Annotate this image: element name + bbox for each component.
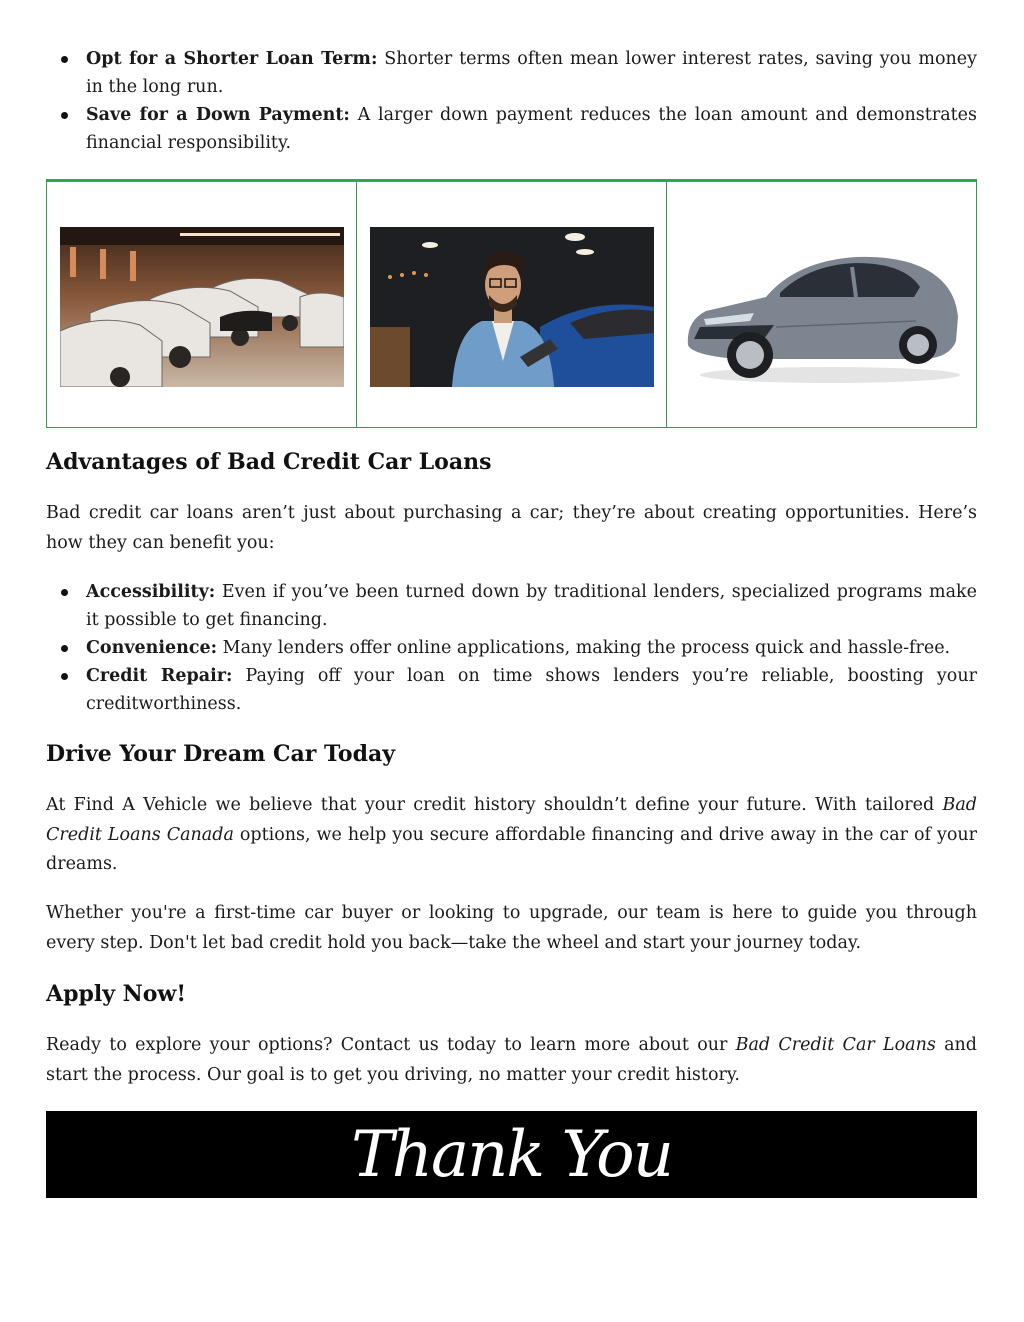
list-item: Opt for a Shorter Loan Term: Shorter terms often mean lower interest rates, saving you money in the long run. — [46, 45, 977, 101]
dealer-with-tablet-photo — [370, 227, 654, 387]
list-item: Convenience: Many lenders offer online applications, making the process quick and hassle-free. — [46, 634, 977, 662]
list-item: Accessibility: Even if you’ve been turned down by traditional lenders, specialized programs make it possible to get financing. — [46, 578, 977, 634]
apply-heading: Apply Now! — [46, 981, 187, 1007]
grey-sedan-photo — [680, 227, 964, 387]
gallery-cell — [47, 182, 357, 427]
thank-you-text: Thank You — [351, 1117, 672, 1192]
thank-you-banner — [46, 1111, 977, 1198]
dream-paragraph-1: At Find A Vehicle we believe that your credit history shouldn’t define your future. With tailored Bad Credit Loans Canada options, we help you secure affordable financing and drive away in the car of your dreams. — [46, 795, 977, 874]
list-item: Credit Repair: Paying off your loan on time shows lenders you’re reliable, boosting your creditworthiness. — [46, 662, 977, 718]
list-item: Save for a Down Payment: A larger down payment reduces the loan amount and demonstrates financial responsibility. — [46, 101, 977, 157]
gallery-cell — [357, 182, 667, 427]
advantages-heading: Advantages of Bad Credit Car Loans — [46, 449, 492, 475]
advantages-list — [46, 578, 977, 718]
dream-paragraph-2: Whether you're a first-time car buyer or looking to upgrade, our team is here to guide you through every step. Don't let bad credit hold you back—take the wheel and start your journey today. — [46, 903, 977, 953]
apply-paragraph: Ready to explore your options? Contact us today to learn more about our Bad Credit Car Loans and start the process. Our goal is to get you driving, no matter your credit history. — [46, 1035, 977, 1085]
gallery-cell — [667, 182, 976, 427]
image-gallery — [46, 179, 977, 428]
dream-car-heading: Drive Your Dream Car Today — [46, 741, 395, 767]
loan-tips-list — [46, 45, 977, 157]
car-showroom-photo — [60, 227, 344, 387]
advantages-intro: Bad credit car loans aren’t just about purchasing a car; they’re about creating opportunities. Here’s how they can benefit you: — [46, 503, 977, 553]
